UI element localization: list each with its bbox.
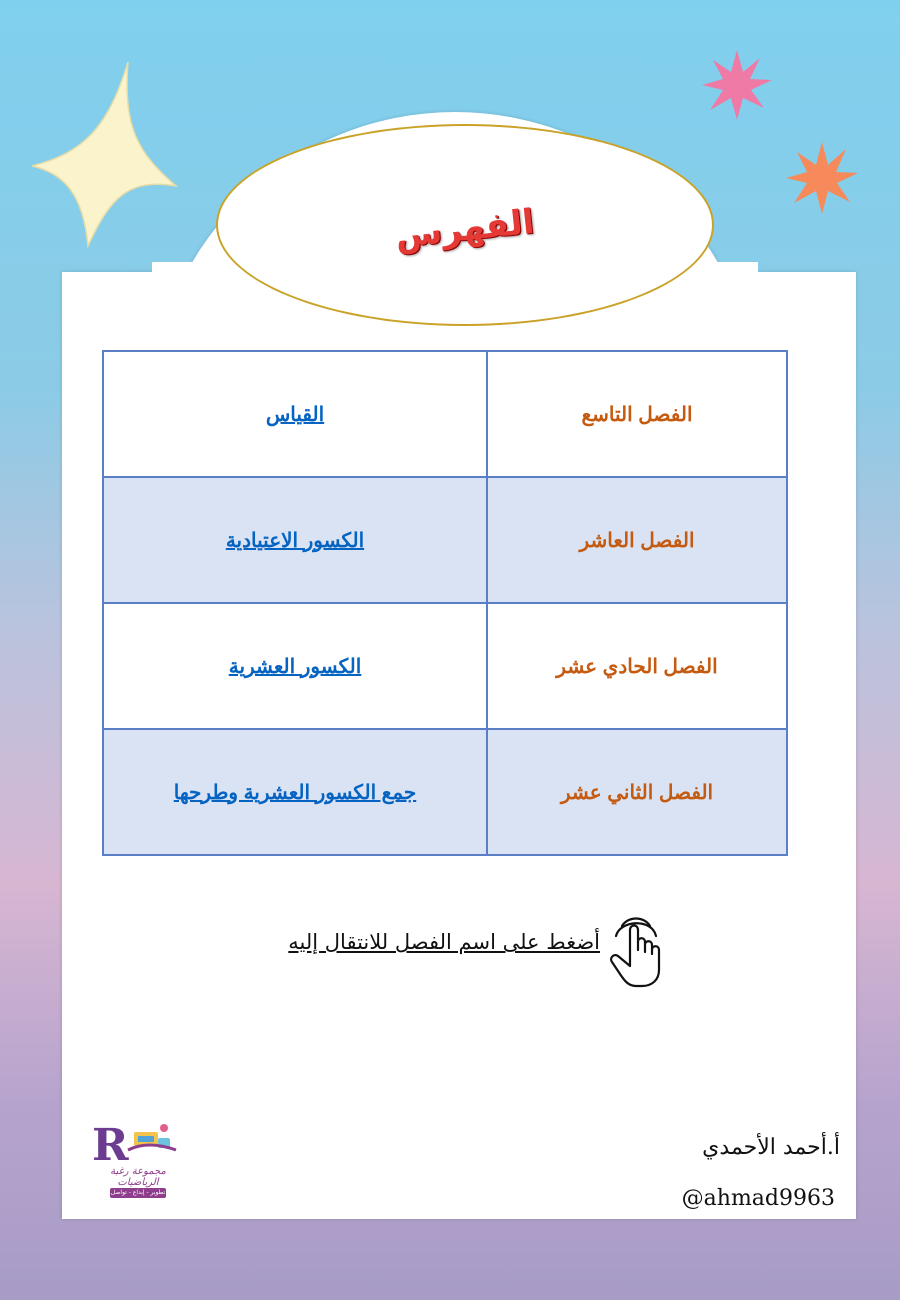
table-row <box>103 603 787 729</box>
logo-name: مجموعة رغبة الرياضيات <box>110 1166 166 1188</box>
page-title: الفهرس <box>393 201 537 257</box>
topic-cell <box>103 351 487 477</box>
logo-tagline: تطوير - إبداع - تواصل <box>110 1189 166 1196</box>
topic-cell <box>103 477 487 603</box>
orange-star-icon <box>784 140 860 216</box>
topic-cell <box>103 729 487 855</box>
table-row <box>103 351 787 477</box>
topic-link[interactable]: الكسور العشرية <box>228 655 362 678</box>
author-handle[interactable]: @ahmad9963 <box>681 1186 835 1211</box>
chapter-cell: الفصل العاشر <box>487 477 787 603</box>
pointing-hand-icon <box>606 912 686 992</box>
pink-star-icon <box>700 48 774 122</box>
chapter-cell: الفصل الثاني عشر <box>487 729 787 855</box>
title-oval <box>216 124 714 326</box>
index-table <box>102 350 788 856</box>
topic-cell <box>103 603 487 729</box>
sparkle-star-icon <box>28 58 178 248</box>
topic-link[interactable]: الكسور الاعتيادية <box>225 529 365 552</box>
logo-mark-icon <box>88 1118 188 1168</box>
logo-letter: R <box>92 1120 129 1168</box>
chapter-cell: الفصل التاسع <box>487 351 787 477</box>
chapter-cell: الفصل الحادي عشر <box>487 603 787 729</box>
topic-link[interactable]: جمع الكسور العشرية وطرحها <box>173 781 417 804</box>
author-name: أ.أحمد الأحمدي <box>702 1135 840 1160</box>
table-row <box>103 729 787 855</box>
table-row <box>103 477 787 603</box>
group-logo <box>88 1118 188 1206</box>
instruction-text: أضغط على اسم الفصل للانتقال إليه <box>288 930 600 954</box>
topic-link[interactable]: القياس <box>265 403 325 426</box>
